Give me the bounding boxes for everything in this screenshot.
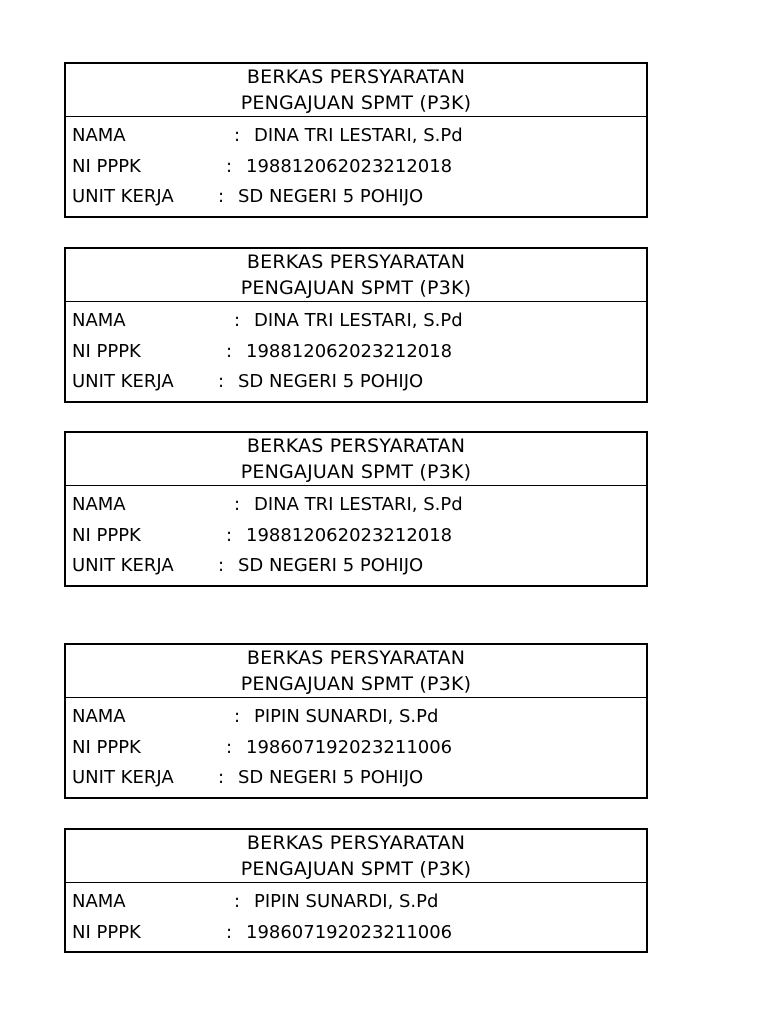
label-title-line2: PENGAJUAN SPMT (P3K) [240,461,472,483]
field-value: DINA TRI LESTARI, S.Pd [254,310,463,331]
label-title-line2: PENGAJUAN SPMT (P3K) [240,92,472,114]
field-separator: : [218,767,225,788]
field-separator: : [226,736,233,758]
field-nama [72,490,646,521]
label-title [66,433,646,486]
field-unit-kerja [72,367,646,398]
field-key: NAMA [72,706,126,727]
field-nama [72,702,646,733]
field-separator: : [218,371,225,392]
field-separator: : [226,524,233,546]
field-key: UNIT KERJA [72,555,174,576]
field-value: SD NEGERI 5 POHIJO [238,186,424,207]
label-body [66,117,646,217]
field-unit-kerja [72,763,646,794]
field-separator: : [218,555,225,576]
field-value: DINA TRI LESTARI, S.Pd [254,125,463,146]
field-separator: : [234,891,241,912]
field-nama [72,306,646,337]
field-key: NAMA [72,310,126,331]
field-separator: : [234,494,241,515]
field-value: PIPIN SUNARDI, S.Pd [254,706,439,727]
label-body [66,883,646,952]
label-body [66,698,646,798]
field-key: UNIT KERJA [72,371,174,392]
field-value: PIPIN SUNARDI, S.Pd [254,891,439,912]
field-ni-pppk [72,521,646,552]
field-value: 198607192023211006 [246,736,453,758]
field-key: NI PPPK [72,736,141,758]
field-separator: : [234,125,241,146]
label-title-line2: PENGAJUAN SPMT (P3K) [240,673,472,695]
field-ni-pppk [72,733,646,764]
label-title [66,645,646,698]
field-separator: : [234,310,241,331]
field-separator: : [226,340,233,362]
label-body [66,486,646,586]
field-key: NI PPPK [72,921,141,943]
field-nama [72,121,646,152]
field-ni-pppk [72,152,646,183]
label-title-line1: BERKAS PERSYARATAN [246,251,466,273]
label-title-line1: BERKAS PERSYARATAN [246,832,466,854]
field-key: NAMA [72,494,126,515]
document-label [64,62,648,218]
field-value: SD NEGERI 5 POHIJO [238,767,424,788]
field-key: UNIT KERJA [72,186,174,207]
document-label [64,643,648,799]
document-label [64,431,648,587]
label-title [66,249,646,302]
field-separator: : [234,706,241,727]
field-separator: : [226,155,233,177]
field-unit-kerja [72,551,646,582]
field-value: 198812062023212018 [246,340,453,362]
label-title [66,830,646,883]
field-key: NAMA [72,891,126,912]
field-value: DINA TRI LESTARI, S.Pd [254,494,463,515]
field-key: NI PPPK [72,155,141,177]
label-title-line1: BERKAS PERSYARATAN [246,66,466,88]
field-separator: : [226,921,233,943]
document-label [64,247,648,403]
field-value: SD NEGERI 5 POHIJO [238,555,424,576]
label-title-line2: PENGAJUAN SPMT (P3K) [240,858,472,880]
label-title [66,64,646,117]
field-ni-pppk [72,918,646,949]
field-key: NI PPPK [72,340,141,362]
field-value: 198812062023212018 [246,155,453,177]
field-value: 198812062023212018 [246,524,453,546]
field-ni-pppk [72,337,646,368]
field-separator: : [218,186,225,207]
field-key: NI PPPK [72,524,141,546]
field-key: NAMA [72,125,126,146]
field-unit-kerja [72,182,646,213]
field-nama [72,887,646,918]
label-title-line1: BERKAS PERSYARATAN [246,647,466,669]
label-title-line2: PENGAJUAN SPMT (P3K) [240,277,472,299]
field-value: SD NEGERI 5 POHIJO [238,371,424,392]
label-title-line1: BERKAS PERSYARATAN [246,435,466,457]
label-body [66,302,646,402]
field-value: 198607192023211006 [246,921,453,943]
document-label [64,828,648,953]
field-key: UNIT KERJA [72,767,174,788]
